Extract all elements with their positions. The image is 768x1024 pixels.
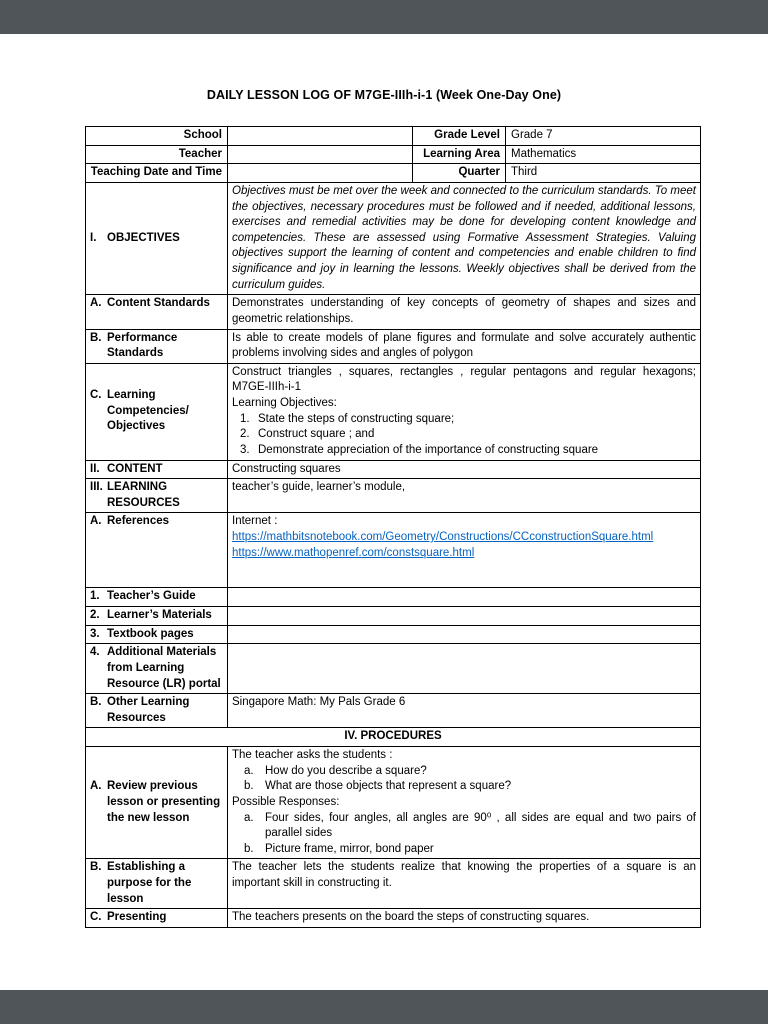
table-row-content	[86, 460, 701, 479]
review-response: a. Four sides, four angles, all angles are 90⁰ , all sides are equal and two pairs of parallel sides	[244, 811, 696, 840]
table-row-school	[86, 127, 701, 146]
learning-resources-label: LEARNING RESOURCES	[107, 481, 180, 509]
additional-materials-label: Additional Materials from Learning Resource (LR) portal	[107, 646, 221, 690]
quarter-value: Third	[506, 164, 701, 183]
objective-item: 1. State the steps of constructing square;	[240, 412, 455, 425]
content-standards-content-cell	[228, 295, 701, 329]
performance-standards-label-cell: B. Performance Standards	[86, 329, 228, 363]
objectives-description: Objectives must be met over the week and connected to the curriculum standards. To meet the objectives, necessary procedures must be followed and if needed, additional lessons, exercises and remedial activities may be done for developing content knowledge and competencies. These are assessed using Formative Assessment Strategies. Valuing objectives support the learning of content and competencies and enable children to find significance and joy in learning the lessons. Weekly objectives shall be derived from the curriculum guides.	[232, 184, 696, 291]
table-row-teacher	[86, 145, 701, 164]
additional-materials-content-cell	[228, 644, 701, 694]
table-row-other-resources	[86, 694, 701, 728]
table-row-review	[86, 747, 701, 859]
teacher-label: Teacher	[86, 145, 228, 164]
content-label: CONTENT	[107, 462, 163, 475]
learners-materials-content-cell	[228, 607, 701, 626]
learning-competencies-content-cell	[228, 363, 701, 460]
content-content-cell	[228, 460, 701, 479]
content-label-cell: II. CONTENT	[86, 460, 228, 479]
table-row-procedures-header	[86, 728, 701, 747]
references-content-cell	[228, 513, 701, 588]
establishing-label: Establishing a purpose for the lesson	[107, 861, 192, 905]
teachers-guide-label-cell: 1. Teacher’s Guide	[86, 588, 228, 607]
content-standards-label-cell: A. Content Standards	[86, 295, 228, 329]
table-row-textbook-pages	[86, 625, 701, 644]
presenting-content-cell	[228, 909, 701, 928]
objective-item: 2. Construct square ; and	[240, 428, 375, 441]
learning-objectives-heading: Learning Objectives:	[232, 397, 337, 409]
table-row-objectives	[86, 182, 701, 294]
establishing-label-cell: B. Establishing a purpose for the lesson	[86, 859, 228, 909]
table-row-content-standards	[86, 295, 701, 329]
other-resources-content-cell	[228, 694, 701, 728]
teaching-date-label: Teaching Date and Time	[86, 164, 228, 183]
grade-level-label: Grade Level	[413, 127, 506, 146]
presenting-text: The teachers presents on the board the steps of constructing squares.	[232, 911, 590, 924]
learning-competencies-label: Learning Competencies/ Objectives	[107, 389, 189, 433]
teachers-guide-content-cell	[228, 588, 701, 607]
review-question: b. What are those objects that represent a square?	[244, 780, 512, 793]
learning-area-value: Mathematics	[506, 145, 701, 164]
objectives-label: OBJECTIVES	[107, 231, 180, 244]
content-standards-text: Demonstrates understanding of key concepts of geometry of shapes and sizes and geometric relationships.	[232, 297, 696, 325]
presenting-label-cell: C. Presenting	[86, 909, 228, 928]
possible-responses-heading: Possible Responses:	[232, 795, 340, 808]
table-row-learning-resources	[86, 479, 701, 513]
content-text: Constructing squares	[232, 462, 341, 475]
table-row-date-time	[86, 164, 701, 183]
table-row-presenting	[86, 909, 701, 928]
reference-link[interactable]: https://www.mathopenref.com/constsquare.html	[232, 546, 475, 559]
table-row-learners-materials	[86, 607, 701, 626]
review-response: b. Picture frame, mirror, bond paper	[244, 842, 434, 855]
learning-resources-label-cell: III. LEARNING RESOURCES	[86, 479, 228, 513]
lesson-log-table	[85, 126, 701, 928]
competency-statement: Construct triangles , squares, rectangles , regular pentagons and regular hexagons; M7GE-IIIh-i-1	[232, 365, 696, 394]
additional-materials-label-cell: 4. Additional Materials from Learning Resource (LR) portal	[86, 644, 228, 694]
review-label-cell: A. Review previous lesson or presenting the new lesson	[86, 747, 228, 859]
textbook-pages-label-cell: 3. Textbook pages	[86, 625, 228, 644]
textbook-pages-content-cell	[228, 625, 701, 644]
school-value	[228, 127, 413, 146]
teaching-date-value	[228, 164, 413, 183]
references-intro: Internet :	[232, 515, 278, 528]
other-resources-label: Other Learning Resources	[107, 696, 190, 724]
other-resources-label-cell: B. Other Learning Resources	[86, 694, 228, 728]
table-row-teachers-guide	[86, 588, 701, 607]
table-row-performance-standards	[86, 329, 701, 363]
learning-area-label: Learning Area	[413, 145, 506, 164]
review-question: a. How do you describe a square?	[244, 764, 427, 777]
table-row-additional-materials	[86, 644, 701, 694]
establishing-text: The teacher lets the students realize that knowing the properties of a square is an important skill in constructing it.	[232, 861, 696, 889]
objective-item: 3. Demonstrate appreciation of the importance of constructing square	[240, 443, 599, 456]
learning-competencies-label-cell: C. Learning Competencies/ Objectives	[86, 363, 228, 460]
objectives-label-cell: I. OBJECTIVES	[86, 182, 228, 294]
review-content-cell	[228, 747, 701, 859]
establishing-content-cell	[228, 859, 701, 909]
review-intro: The teacher asks the students :	[232, 749, 393, 761]
presenting-label: Presenting	[107, 911, 167, 924]
reference-link[interactable]: https://mathbitsnotebook.com/Geometry/Constructions/CCconstructionSquare.html	[232, 531, 654, 543]
teacher-value	[228, 145, 413, 164]
references-label-cell: A. References	[86, 513, 228, 588]
table-row-references	[86, 513, 701, 588]
document-page	[0, 34, 768, 990]
procedures-header: IV. PROCEDURES	[86, 728, 701, 747]
quarter-label: Quarter	[413, 164, 506, 183]
other-resources-text: Singapore Math: My Pals Grade 6	[232, 696, 406, 709]
table-row-establishing	[86, 859, 701, 909]
objectives-content-cell	[228, 182, 701, 294]
learners-materials-label: Learner’s Materials	[107, 609, 212, 621]
performance-standards-content-cell	[228, 329, 701, 363]
school-label: School	[86, 127, 228, 146]
teachers-guide-label: Teacher’s Guide	[107, 590, 196, 603]
grade-level-value: Grade 7	[506, 127, 701, 146]
learners-materials-label-cell: 2. Learner’s Materials	[86, 607, 228, 626]
performance-standards-text: Is able to create models of plane figures and formulate and solve accurately authentic problems involving sides and angles of polygon	[232, 331, 696, 360]
table-row-learning-competencies	[86, 363, 701, 460]
learning-resources-content-cell	[228, 479, 701, 513]
content-standards-label: Content Standards	[107, 297, 210, 310]
performance-standards-label: Performance Standards	[107, 331, 178, 360]
textbook-pages-label: Textbook pages	[107, 627, 194, 640]
learning-resources-text: teacher’s guide, learner’s module,	[232, 481, 406, 494]
references-label: References	[107, 515, 170, 528]
review-label: Review previous lesson or presenting the new lesson	[107, 780, 221, 824]
page-title: DAILY LESSON LOG OF M7GE-IIIh-i-1 (Week One-Day One)	[206, 88, 562, 102]
